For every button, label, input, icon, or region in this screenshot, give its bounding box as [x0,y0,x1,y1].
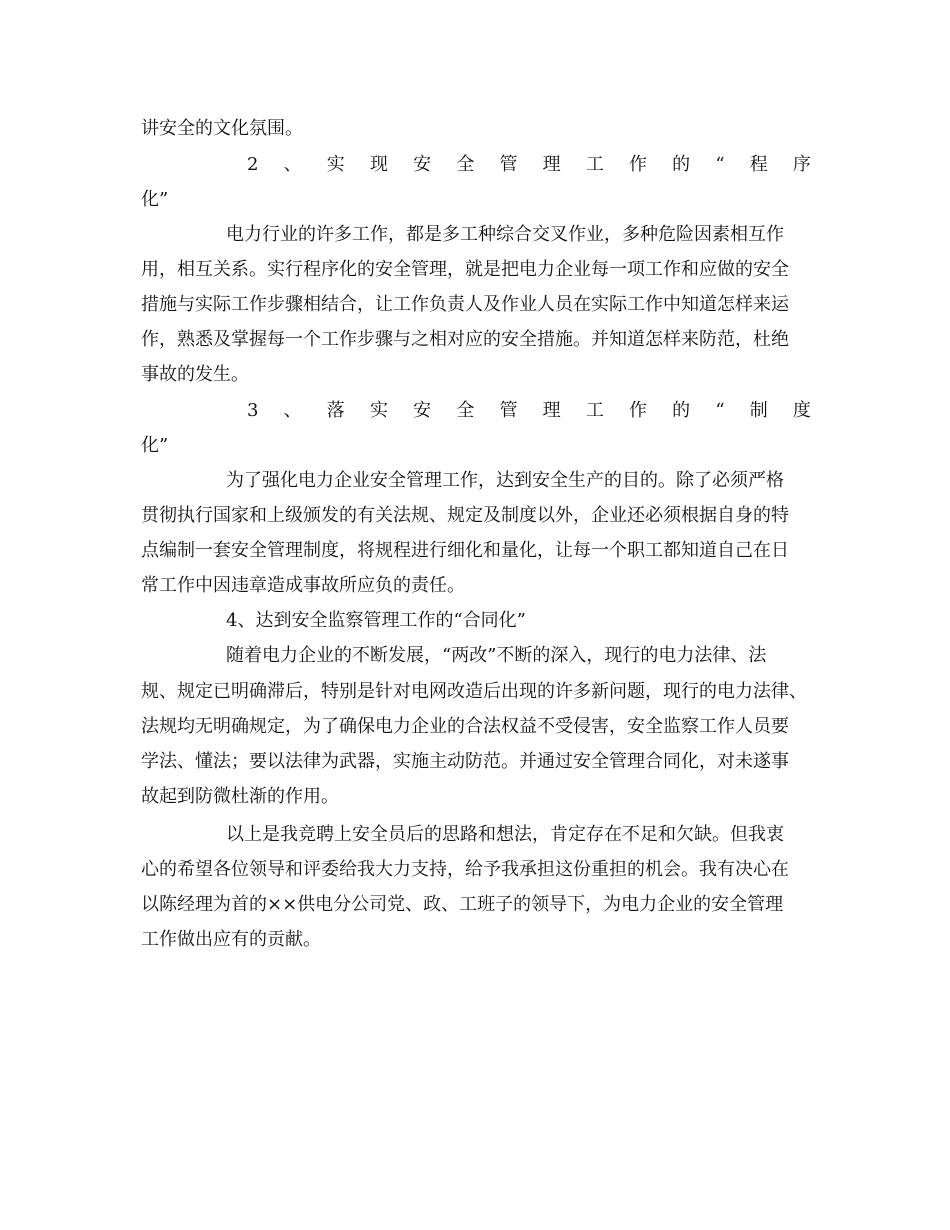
text-line: 以陈经理为首的××供电分公司党、政、工班子的领导下，为电力企业的安全管理 [141,894,784,915]
text-line: 工作做出应有的贡献。 [141,929,321,950]
heading-char: 2 [247,154,259,175]
text-line: 用，相互关系。实行程序化的安全管理，就是把电力企业每一项工作和应做的安全 [141,259,789,280]
text-line: 点编制一套安全管理制度，将规程进行细化和量化，让每一个职工都知道自己在日 [141,540,789,561]
heading-char: 作 [629,154,647,175]
text-line: 法规均无明确规定，为了确保电力企业的合法权益不受侵害，安全监察工作人员要 [141,716,789,737]
heading-char: 理 [542,154,561,175]
heading-char: 管 [499,400,518,421]
heading-char: 、 [283,400,302,421]
text-line: 心的希望各位领导和评委给我大力支持，给予我承担这份重担的机会。我有决心在 [141,859,789,880]
heading-char: “ [715,400,725,421]
heading-char: 现 [369,154,388,175]
section-heading-2 [247,152,811,178]
heading-char: 安 [413,154,432,175]
heading-char: 实 [326,154,345,175]
heading-char: 的 [672,400,691,421]
text-line: 措施与实际工作步骤相结合，让工作负责人及作业人员在实际工作中知道怎样来运 [141,294,789,315]
section-heading-3 [247,398,811,424]
heading-char: 工 [585,154,604,175]
heading-char: 安 [413,400,432,421]
text-line: 随着电力企业的不断发展，“两改”不断的深入，现行的电力法律、法 [226,645,767,666]
heading-char: 作 [629,400,647,421]
heading-char: 程 [749,154,768,175]
heading-char: 度 [792,400,811,421]
heading-char: 管 [499,154,518,175]
heading-char: “ [715,154,725,175]
heading-char: 全 [456,154,475,175]
heading-char: 序 [792,154,811,175]
text-line: 规、规定已明确滞后，特别是针对电网改造后出现的许多新问题，现行的电力法律、 [141,681,807,702]
text-line: 故起到防微杜渐的作用。 [141,786,339,807]
text-line: 化” [141,189,169,210]
heading-char: 实 [369,400,388,421]
heading-char: 落 [326,400,345,421]
text-line: 讲安全的文化氛围。 [141,118,303,139]
heading-char: 全 [456,400,475,421]
text-line: 贯彻执行国家和上级颁发的有关法规、规定及制度以外，企业还必须根据自身的特 [141,505,789,526]
heading-char: 、 [283,154,302,175]
heading-char: 工 [585,400,604,421]
section-heading-4: 4、达到安全监察管理工作的“合同化” [226,610,526,631]
text-line: 事故的发生。 [141,364,249,385]
heading-char: 制 [749,400,768,421]
text-line: 电力行业的许多工作，都是多工种综合交叉作业，多种危险因素相互作 [226,224,784,245]
text-line: 以上是我竞聘上安全员后的思路和想法，肯定存在不足和欠缺。但我衷 [226,824,784,845]
heading-char: 3 [247,400,259,421]
text-line: 学法、懂法；要以法律为武器，实施主动防范。并通过安全管理合同化，对未遂事 [141,751,789,772]
heading-char: 理 [542,400,561,421]
text-line: 常工作中因违章造成事故所应负的责任。 [141,575,465,596]
text-line: 作，熟悉及掌握每一个工作步骤与之相对应的安全措施。并知道怎样来防范，杜绝 [141,329,789,350]
heading-char: 的 [672,154,691,175]
text-line: 化” [141,435,169,456]
text-line: 为了强化电力企业安全管理工作，达到安全生产的目的。除了必须严格 [226,470,784,491]
